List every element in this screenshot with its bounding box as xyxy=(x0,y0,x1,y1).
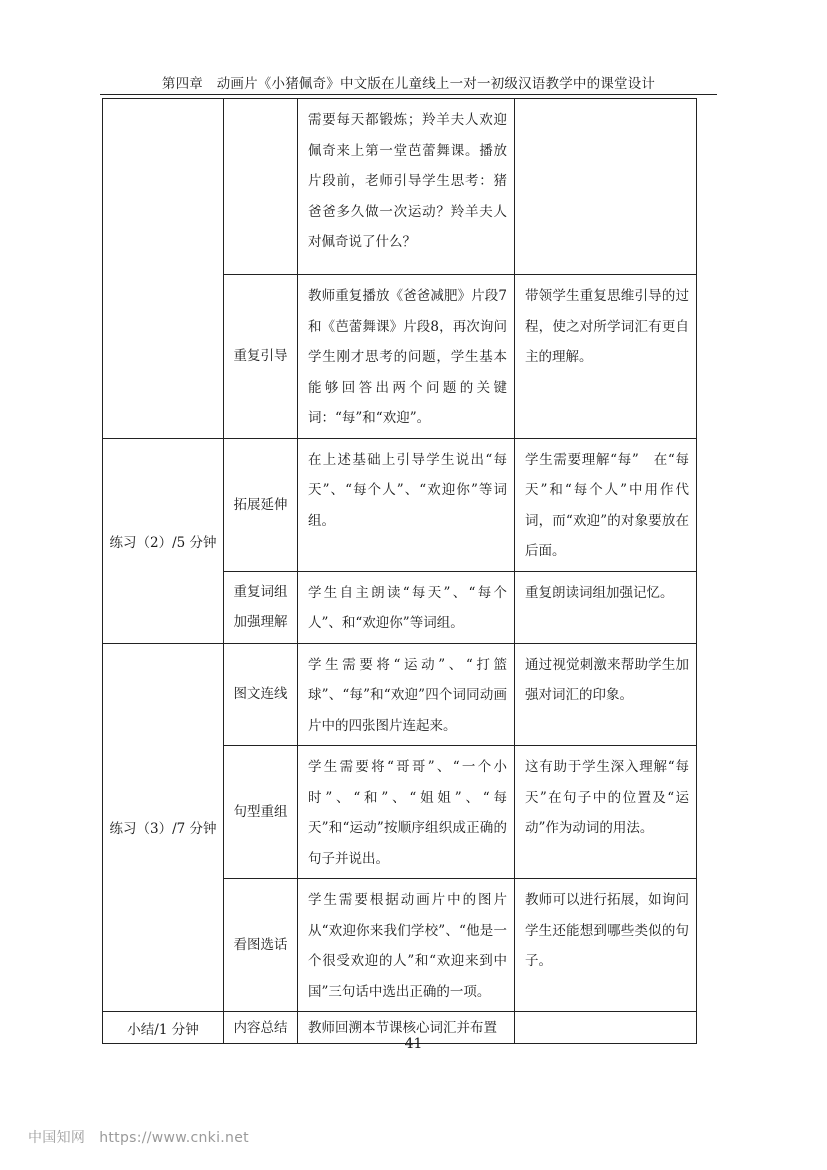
activity-text: 内容总结 xyxy=(233,1019,288,1036)
lesson-plan-table xyxy=(102,98,697,1044)
content-cell xyxy=(298,879,515,1012)
purpose-text: 重复朗读词组加强记忆。 xyxy=(525,584,674,601)
purpose-text xyxy=(515,1012,696,1022)
purpose-cell xyxy=(515,438,697,571)
running-header: 第四章 动画片《小猪佩奇》中文版在儿童线上一对一初级汉语教学中的课堂设计 xyxy=(161,76,656,92)
page-number: 41 xyxy=(404,1036,423,1052)
activity-cell xyxy=(224,571,298,643)
table-row xyxy=(103,643,697,746)
activity-text: 图文连线 xyxy=(233,686,288,703)
activity-text: 看图选话 xyxy=(233,937,288,953)
purpose-text: 通过视觉刺激来帮助学生加强对词汇的印象。 xyxy=(525,656,689,703)
activity-text: 重复词组加强理解 xyxy=(233,584,288,630)
step-cell: 练习（2）/5 分钟 xyxy=(103,438,224,643)
activity-text: 句型重组 xyxy=(233,804,288,820)
content-cell xyxy=(298,99,515,275)
header-rule xyxy=(100,94,717,95)
content-cell xyxy=(298,643,515,746)
purpose-cell xyxy=(515,746,697,879)
purpose-cell xyxy=(515,643,697,746)
purpose-text: 带领学生重复思维引导的过程，使之对所学词汇有更自主的理解。 xyxy=(525,288,689,365)
content-text: 学生需要将“哥哥”、“一个小时”、“和”、“姐姐”、“每天”和“运动”按顺序组织成正确的句子并说出。 xyxy=(308,759,507,867)
purpose-cell xyxy=(515,879,697,1012)
footer-url[interactable]: https://www.cnki.net xyxy=(99,1130,249,1146)
watermark-footer xyxy=(28,1127,249,1147)
content-cell xyxy=(298,746,515,879)
content-cell xyxy=(298,438,515,571)
purpose-cell xyxy=(515,571,697,643)
purpose-text: 教师可以进行拓展，如询问学生还能想到哪些类似的句子。 xyxy=(525,892,689,969)
content-text: 学生自主朗读“每天”、“每个人”、和“欢迎你”等词组。 xyxy=(308,584,507,631)
table-row xyxy=(103,438,697,571)
activity-text: 拓展延伸 xyxy=(233,496,288,513)
step-cell xyxy=(103,99,224,439)
activity-cell xyxy=(224,99,298,275)
activity-cell xyxy=(224,643,298,746)
content-text: 在上述基础上引导学生说出“每天”、“每个人”、“欢迎你”等词组。 xyxy=(308,451,507,529)
content-text: 教师重复播放《爸爸减肥》片段7和《芭蕾舞课》片段8，再次询问学生刚才思考的问题，学生基本能够回答出两个问题的关键词：“每”和“欢迎”。 xyxy=(308,288,507,426)
table-row xyxy=(103,99,697,275)
content-text: 教师回溯本节课核心词汇并布置 xyxy=(308,1019,497,1036)
activity-cell xyxy=(224,746,298,879)
activity-cell xyxy=(224,438,298,571)
purpose-cell xyxy=(515,275,697,439)
activity-cell xyxy=(224,275,298,439)
activity-text: 重复引导 xyxy=(233,348,288,365)
content-text: 学生需要将“运动”、“打篮球”、“每”和“欢迎”四个词同动画片中的四张图片连起来。 xyxy=(308,656,507,734)
step-cell: 小结/1 分钟 xyxy=(103,1012,224,1044)
footer-brand: 中国知网 xyxy=(28,1130,86,1146)
purpose-text: 学生需要理解“每” 在“每天”和“每个人”中用作代词，而“欢迎”的对象要放在后面。 xyxy=(525,451,689,559)
content-text: 学生需要根据动画片中的图片从“欢迎你来我们学校”、“他是一个很受欢迎的人”和“欢迎来到中国”三句话中选出正确的一项。 xyxy=(308,892,507,1000)
content-cell xyxy=(298,275,515,439)
activity-cell xyxy=(224,879,298,1012)
purpose-text xyxy=(515,99,696,109)
content-cell xyxy=(298,571,515,643)
purpose-cell xyxy=(515,99,697,275)
content-text: 需要每天都锻炼；羚羊夫人欢迎佩奇来上第一堂芭蕾舞课。播放片段前，老师引导学生思考：猪爸爸多久做一次运动？羚羊夫人对佩奇说了什么？ xyxy=(308,112,507,250)
step-cell: 练习（3）/7 分钟 xyxy=(103,643,224,1012)
purpose-text: 这有助于学生深入理解“每天”在句子中的位置及“运动”作为动词的用法。 xyxy=(525,759,689,836)
